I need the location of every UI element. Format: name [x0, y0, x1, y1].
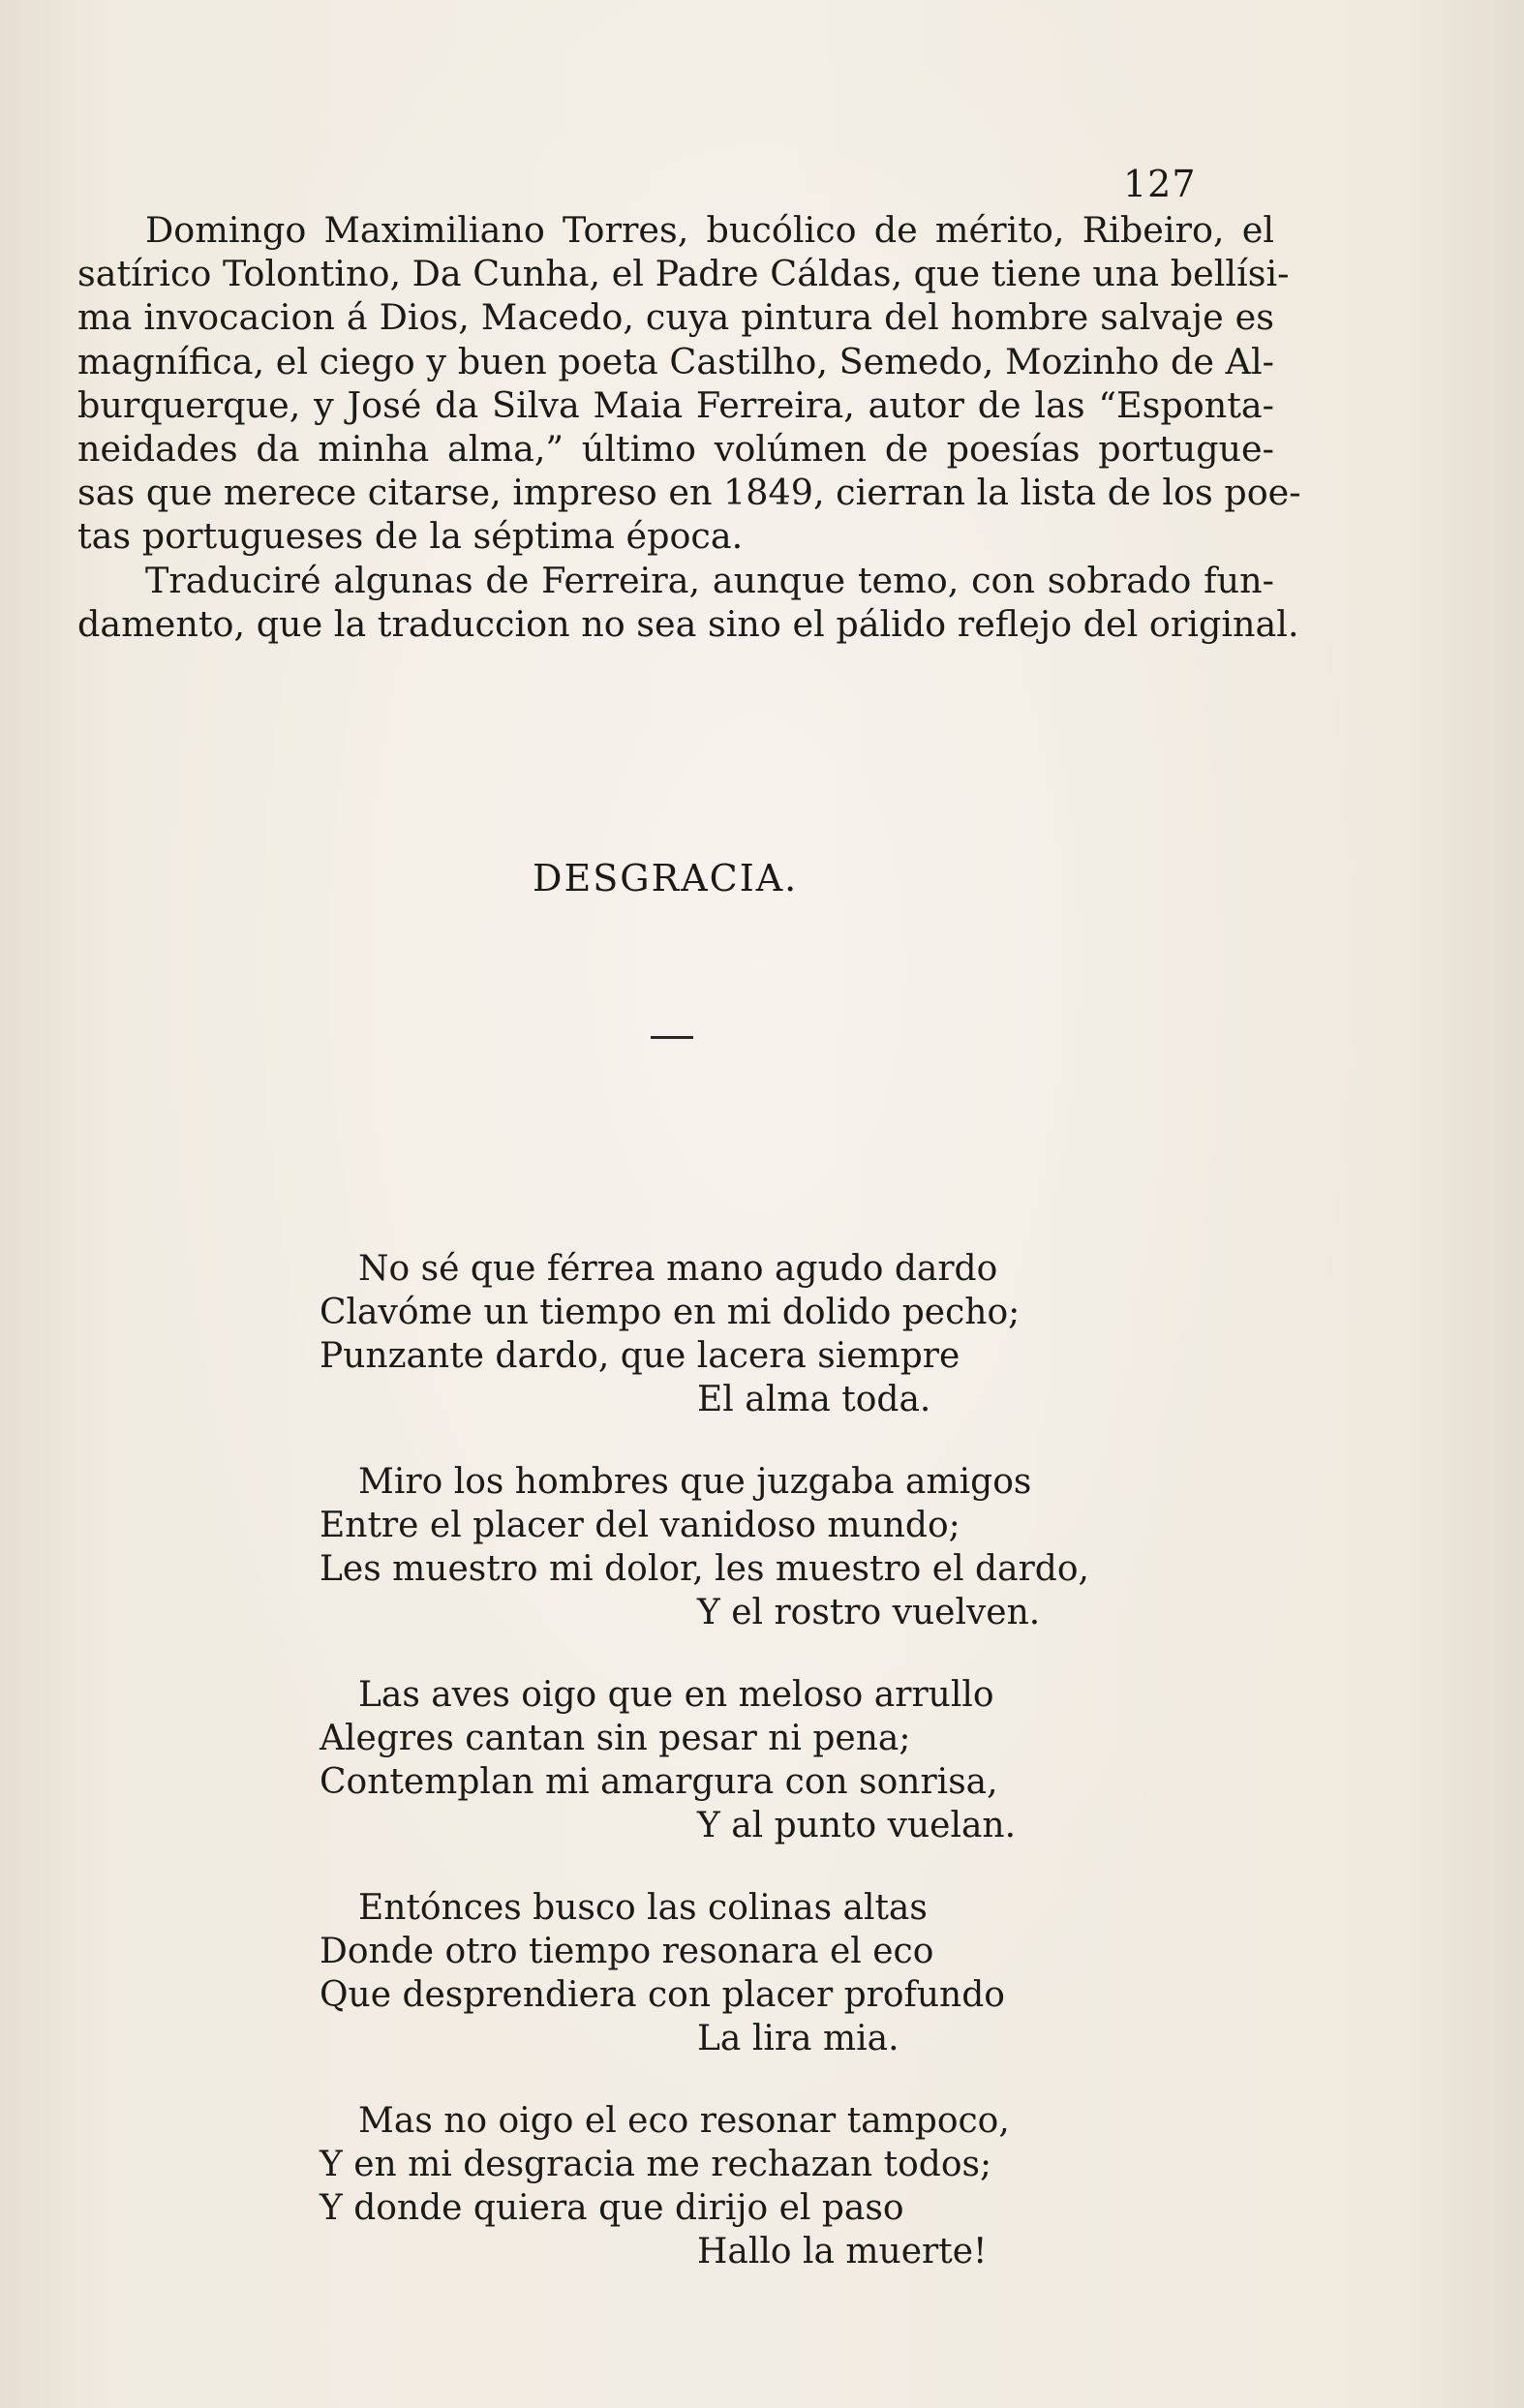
page-number: 127 — [1123, 163, 1197, 205]
verse-line: El alma toda. — [697, 1380, 931, 1419]
stanza — [320, 1886, 1089, 2060]
stanza — [320, 1460, 1089, 1634]
verse-line: Les muestro mi dolor, les muestro el dardo, — [320, 1549, 1089, 1589]
prose-line: neidades da minha alma,” último volúmen de poesías portugue- — [77, 428, 1274, 471]
prose-line: burquerque, y José da Silva Maia Ferreira, autor de las “Esponta- — [77, 383, 1274, 426]
poem-body — [320, 1247, 1089, 2312]
verse-line: Alegres cantan sin pesar ni pena; — [320, 1719, 911, 1758]
verse-line: Contemplan mi amargura con sonrisa, — [320, 1762, 998, 1802]
prose-line: Domingo Maximiliano Torres, bucólico de mérito, Ribeiro, el — [145, 209, 1274, 251]
stanza — [320, 1247, 1089, 1421]
verse-line: Clavóme un tiempo en mi dolido pecho; — [320, 1293, 1021, 1332]
verse-line: Y el rostro vuelven. — [697, 1593, 1041, 1632]
title-separator — [651, 1036, 693, 1039]
verse-line: Donde otro tiempo resonara el eco — [320, 1932, 934, 1971]
verse-line: Y al punto vuelan. — [697, 1806, 1017, 1845]
verse-line: La lira mia. — [697, 2019, 899, 2058]
verse-line: Mas no oigo el eco resonar tampoco, — [358, 2101, 1010, 2141]
prose-line: satírico Tolontino, Da Cunha, el Padre Cáldas, que tiene una bellísi- — [77, 253, 1290, 295]
verse-line: Punzante dardo, que lacera siempre — [320, 1336, 960, 1376]
prose-line: tas portugueses de la séptima época. — [77, 515, 744, 558]
prose-line: damento, que la traduccion no sea sino el pálido reflejo del original. — [77, 602, 1299, 645]
stanza — [320, 2099, 1089, 2273]
verse-line: No sé que férrea mano agudo dardo — [358, 1249, 998, 1289]
verse-line: Miro los hombres que juzgaba amigos — [358, 1462, 1032, 1502]
prose-line: sas que merece citarse, impreso en 1849, cierran la lista de los poe- — [77, 472, 1301, 514]
prose-line: ma invocacion á Dios, Macedo, cuya pintura del hombre salvaje es — [77, 296, 1274, 339]
verse-line: Las aves oigo que en meloso arrullo — [358, 1675, 994, 1715]
verse-line: Y donde quiera que dirijo el paso — [320, 2188, 904, 2228]
prose-paragraphs — [77, 208, 1301, 646]
verse-line: Que desprendiera con placer profundo — [320, 1975, 1005, 2015]
prose-line: Traduciré algunas de Ferreira, aunque temo, con sobrado fun- — [145, 559, 1274, 601]
poem-title: DESGRACIA. — [533, 857, 799, 899]
verse-line: Entónces busco las colinas altas — [358, 1888, 928, 1928]
verse-line: Entre el placer del vanidoso mundo; — [320, 1506, 960, 1545]
verse-line: Y en mi desgracia me rechazan todos; — [320, 2145, 992, 2184]
verse-line: Hallo la muerte! — [697, 2232, 988, 2271]
stanza — [320, 1673, 1089, 1847]
prose-line: magnífica, el ciego y buen poeta Castilho, Semedo, Mozinho de Al- — [77, 340, 1274, 382]
